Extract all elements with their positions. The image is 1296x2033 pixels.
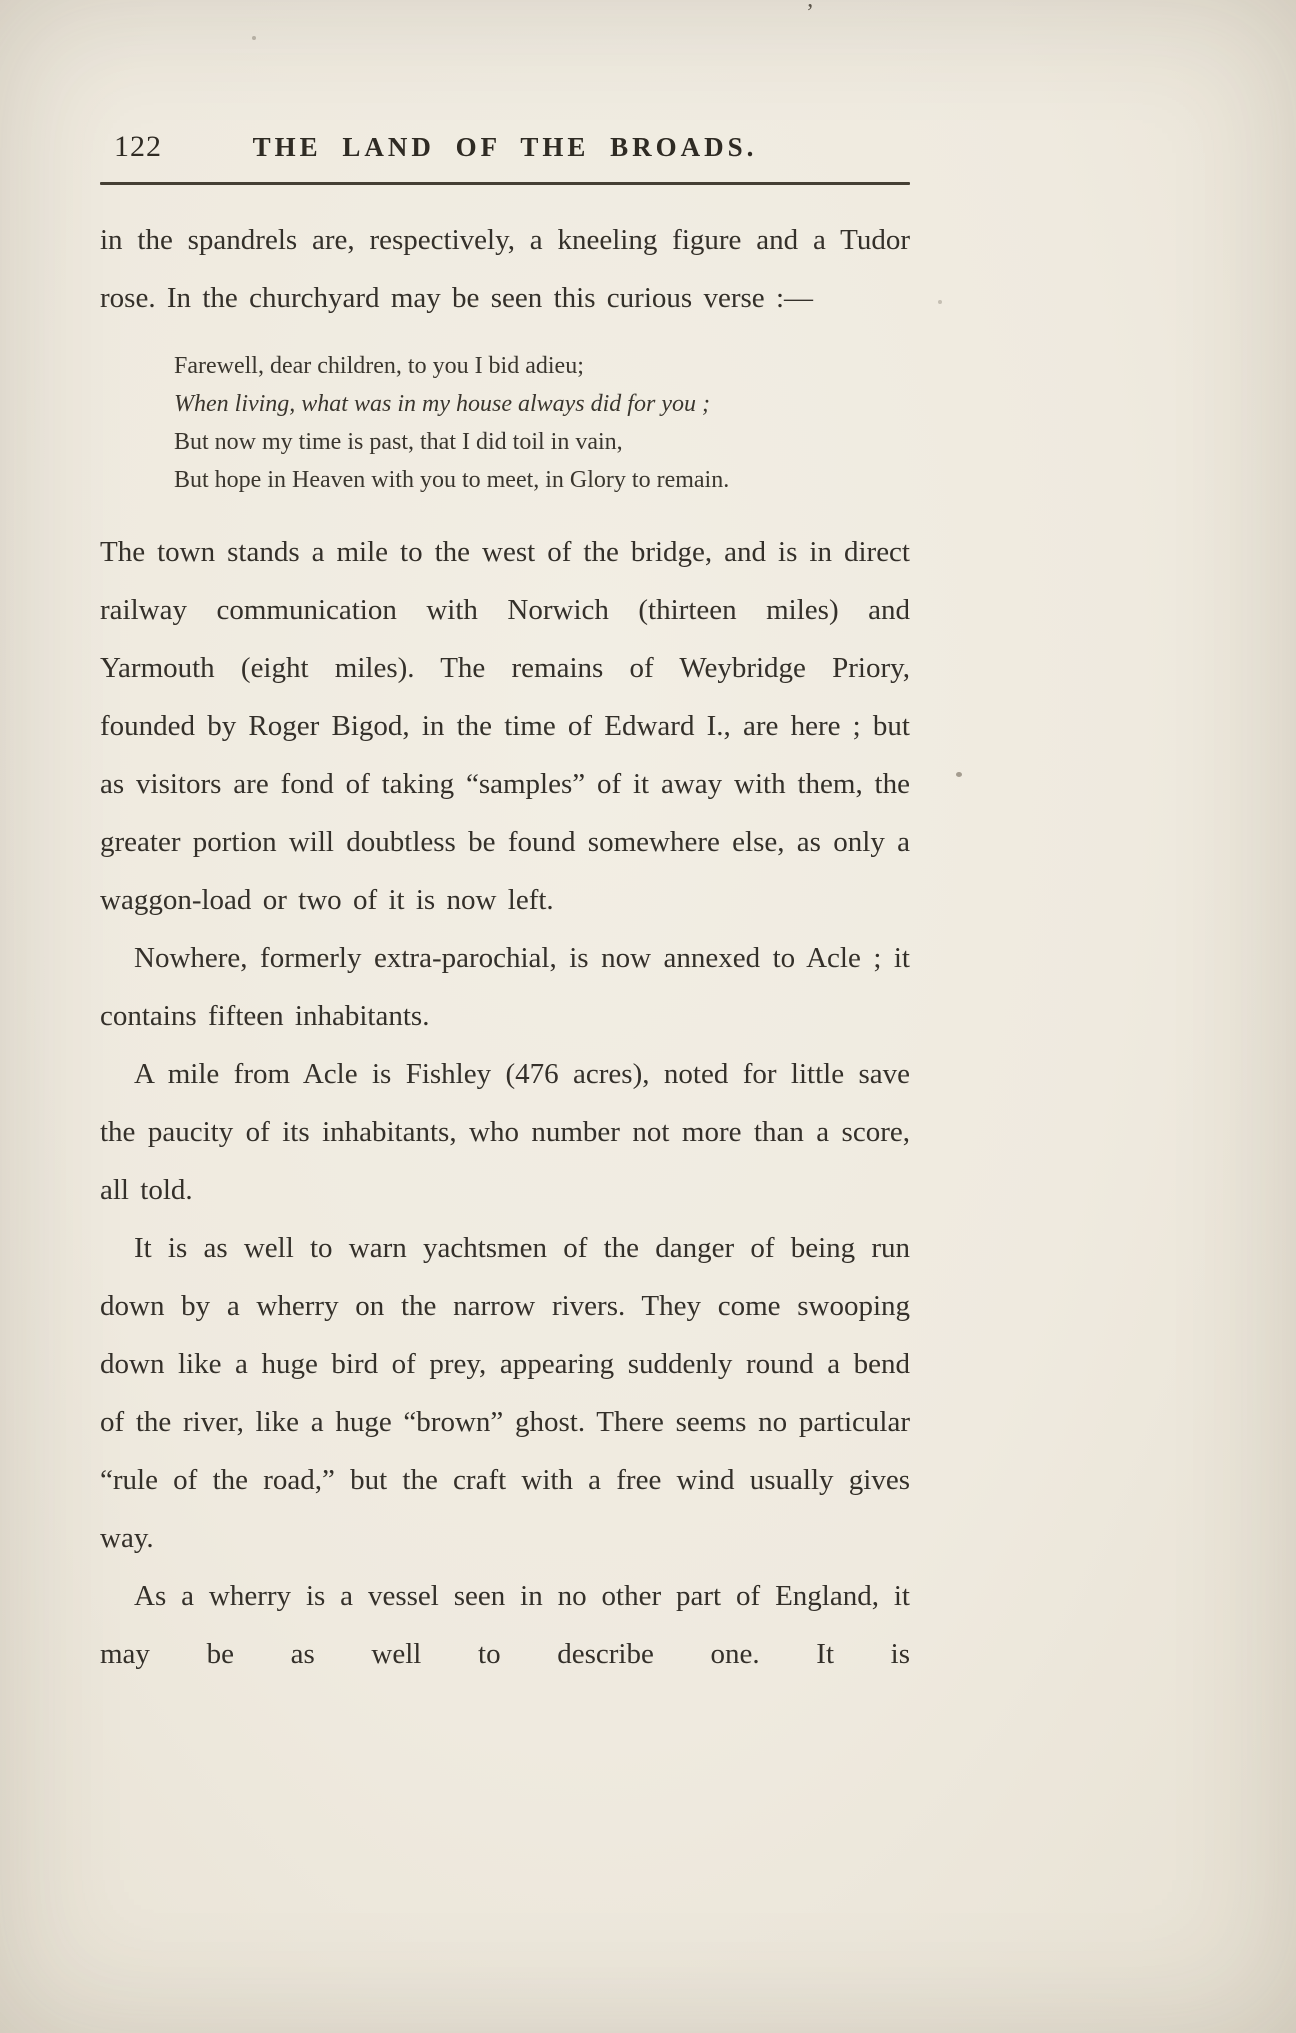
- verse-line: When living, what was in my house always did for you ;: [174, 391, 710, 417]
- page-header: [100, 128, 910, 170]
- scan-speck: [252, 36, 256, 40]
- page-number: 122: [114, 130, 162, 163]
- header-rule: [100, 182, 910, 185]
- scan-artifact-mark: ’: [806, 0, 814, 26]
- running-title: THE LAND OF THE BROADS.: [252, 132, 758, 162]
- paragraph-intro: in the spandrels are, respectively, a kneeling figure and a Tudor rose. In the churchyard may be seen this curious verse :—: [100, 224, 910, 314]
- verse-block: [174, 347, 910, 499]
- paragraph: The town stands a mile to the west of the bridge, and is in direct railway communication with Norwich (thirteen miles) and Yarmouth (eight miles). The remains of Weybridge Priory, founded by Roger Bigod, in the time of Edward I., are here ; but as visitors are fond of taking “samples” of it away with them, the greater portion will doubtless be found somewhere else, as only a waggon-load or two of it is now left.: [100, 536, 910, 916]
- paragraph: As a wherry is a vessel seen in no other part of England, it may be as well to describe one. It is: [100, 1580, 910, 1670]
- verse-line: Farewell, dear children, to you I bid adieu;: [174, 353, 584, 379]
- book-page: [100, 128, 910, 1683]
- paragraph: Nowhere, formerly extra-parochial, is now annexed to Acle ; it contains fifteen inhabitants.: [100, 942, 910, 1032]
- verse-line: But now my time is past, that I did toil in vain,: [174, 429, 623, 455]
- page-body: [100, 211, 910, 1683]
- paragraph: It is as well to warn yachtsmen of the danger of being run down by a wherry on the narrow rivers. They come swooping down like a huge bird of prey, appearing suddenly round a bend of the river, like a huge “brown” ghost. There seems no particular “rule of the road,” but the craft with a free wind usually gives way.: [100, 1232, 910, 1554]
- verse-line: But hope in Heaven with you to meet, in Glory to remain.: [174, 467, 730, 493]
- scan-speck: [956, 772, 962, 777]
- paragraph: A mile from Acle is Fishley (476 acres), noted for little save the paucity of its inhabitants, who number not more than a score, all told.: [100, 1058, 910, 1206]
- scan-speck: [938, 300, 942, 304]
